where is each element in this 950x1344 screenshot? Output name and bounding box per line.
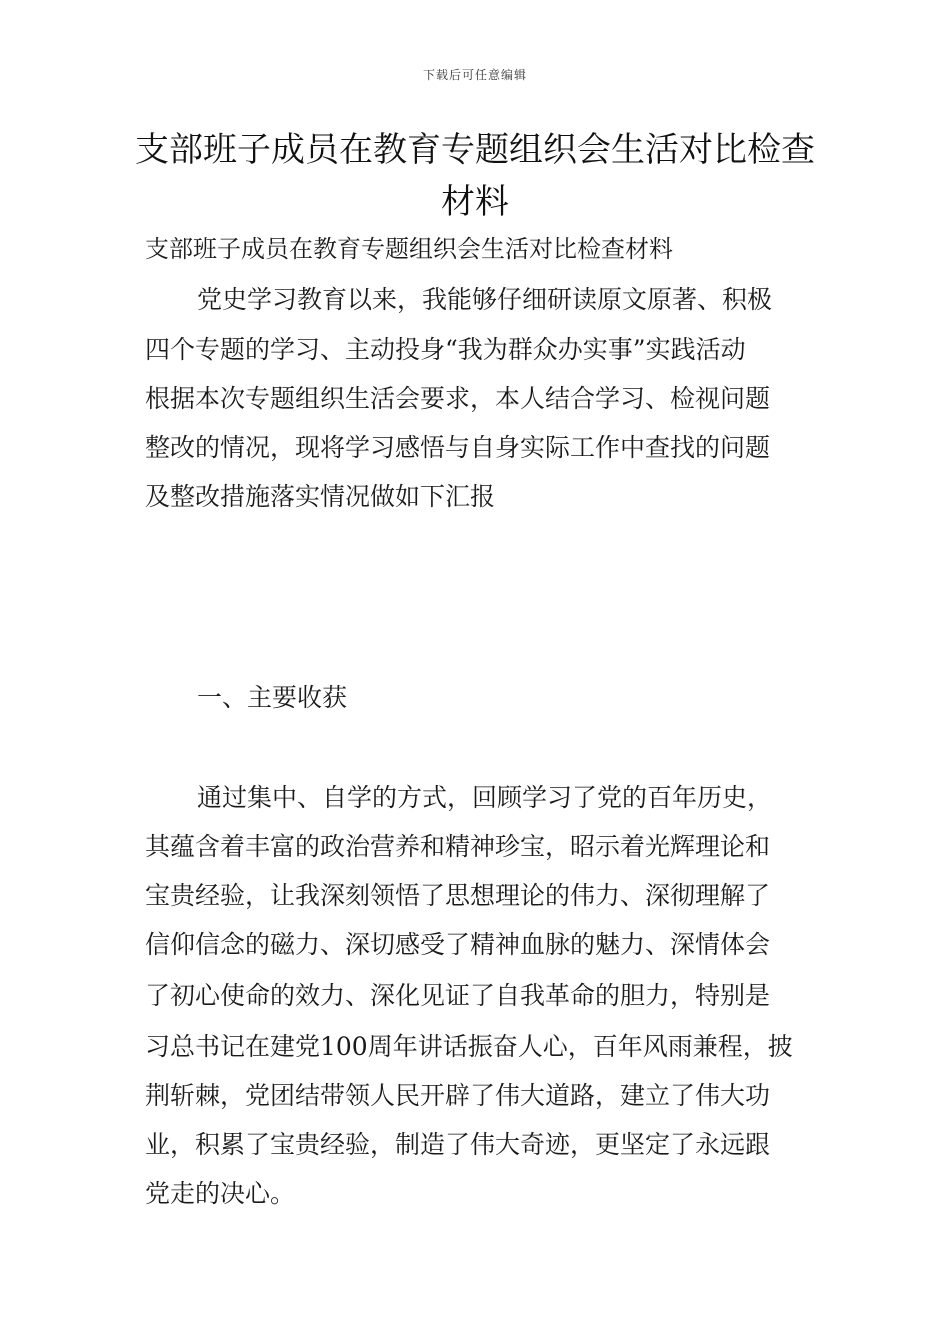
intro-line: 党史学习教育以来，我能够仔细研读原文原著、积极 (197, 285, 773, 314)
paragraph-line: 了初心使命的效力、深化见证了自我革命的胆力，特别是 (145, 981, 771, 1010)
intro-line: 四个专题的学习、主动投身“我为群众办实事”实践活动 (145, 335, 746, 364)
document-title: 支部班子成员在教育专题组织会生活对比检查材料 (135, 130, 815, 222)
paragraph-line: 信仰信念的磁力、深切感受了精神血脉的魅力、深情体会 (145, 930, 771, 959)
section-heading: 一、主要收获 (197, 683, 348, 712)
paragraph-line: 其蕴含着丰富的政治营养和精神珍宝，昭示着光辉理论和 (145, 832, 771, 861)
paragraph-line: 党走的决心。 (145, 1179, 296, 1208)
intro-line: 根据本次专题组织生活会要求，本人结合学习、检视问题 (145, 384, 771, 413)
paragraph-line: 荆斩棘，党团结带领人民开辟了伟大道路，建立了伟大功 (145, 1081, 771, 1110)
document-subtitle: 支部班子成员在教育专题组织会生活对比检查材料 (145, 235, 673, 263)
paragraph-line: 宝贵经验，让我深刻领悟了思想理论的伟力、深彻理解了 (145, 881, 771, 910)
paragraph-line: 习总书记在建党100周年讲话振奋人心，百年风雨兼程，披 (145, 1032, 793, 1061)
intro-line: 及整改措施落实情况做如下汇报 (145, 482, 496, 511)
paragraph-line: 业，积累了宝贵经验，制造了伟大奇迹，更坚定了永远跟 (145, 1130, 771, 1159)
paragraph-line: 通过集中、自学的方式，回顾学习了党的百年历史， (197, 783, 773, 812)
header-note: 下载后可任意编辑 (422, 68, 527, 82)
intro-line: 整改的情况，现将学习感悟与自身实际工作中查找的问题 (145, 433, 771, 462)
